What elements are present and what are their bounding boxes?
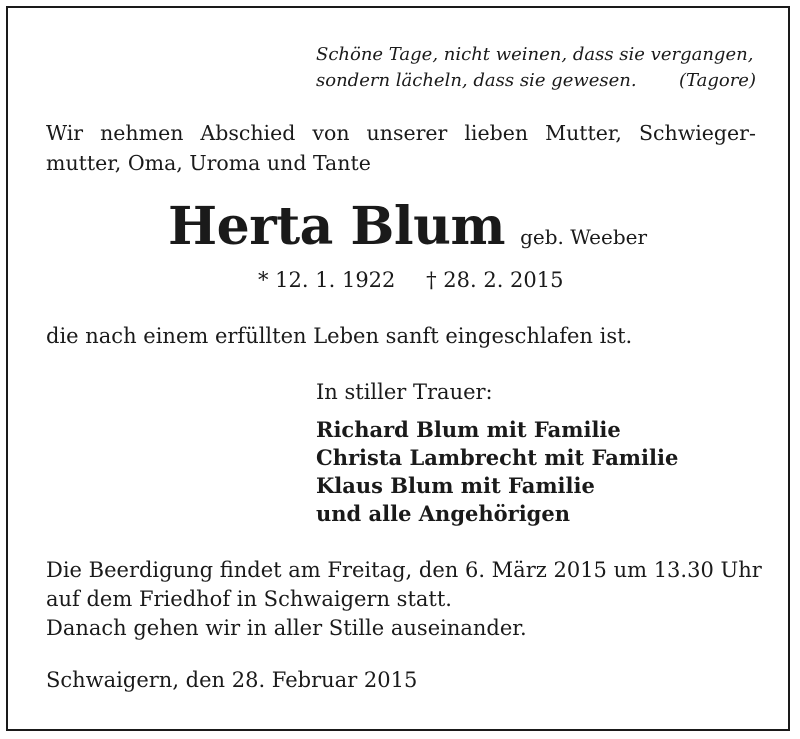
intro-line-2: mutter, Oma, Uroma und Tante (46, 151, 371, 175)
intro-word: Schwieger- (638, 121, 756, 145)
quote-line-2-row (316, 68, 756, 94)
mourner: Christa Lambrecht mit Familie (316, 445, 679, 470)
quote-line-2: sondern lächeln, dass sie gewesen. (316, 70, 637, 91)
life-dates (258, 268, 564, 292)
funeral-line-2: auf dem Friedhof in Schwaigern statt. (46, 587, 452, 611)
funeral-info (46, 556, 762, 643)
deceased-name: Herta Blum (168, 196, 505, 257)
funeral-line-3: Danach gehen wir in aller Stille auseinander. (46, 616, 527, 640)
mourner: Klaus Blum mit Familie (316, 473, 595, 498)
place-and-date: Schwaigern, den 28. Februar 2015 (46, 668, 418, 692)
mourners-list (316, 416, 678, 528)
intro-word: Abschied (200, 121, 296, 145)
funeral-line-1: Die Beerdigung findet am Freitag, den 6. März 2015 um 13.30 Uhr (46, 558, 762, 582)
intro-word: nehmen (100, 121, 184, 145)
epigraph-quote (316, 42, 756, 94)
intro-word: Wir (46, 121, 84, 145)
intro-word: lieben (464, 121, 529, 145)
intro-word: von (312, 121, 350, 145)
intro-line-1 (46, 118, 756, 148)
quote-author: (Tagore) (678, 70, 756, 91)
mourning-heading: In stiller Trauer: (316, 380, 493, 404)
mourner: und alle Angehörigen (316, 501, 570, 526)
deceased-name-row (168, 196, 647, 257)
death-date: † 28. 2. 2015 (426, 268, 564, 292)
passing-phrase: die nach einem erfüllten Leben sanft eingeschlafen ist. (46, 324, 633, 348)
intro-text (46, 118, 756, 178)
maiden-name: geb. Weeber (520, 225, 648, 249)
intro-word: Mutter, (545, 121, 622, 145)
mourner: Richard Blum mit Familie (316, 417, 621, 442)
birth-date: * 12. 1. 1922 (258, 268, 396, 292)
intro-word: unserer (366, 121, 448, 145)
quote-line-1: Schöne Tage, nicht weinen, dass sie vergangen, (316, 44, 754, 65)
